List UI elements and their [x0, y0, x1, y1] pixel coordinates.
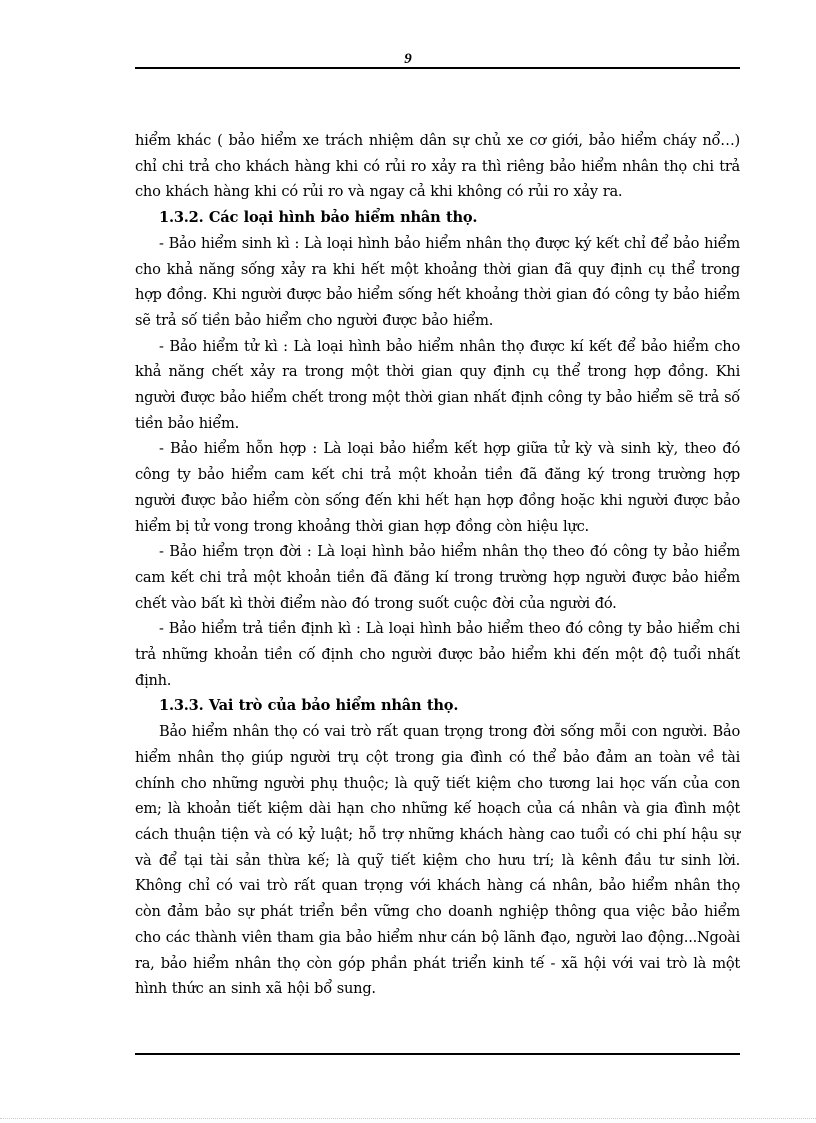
- paragraph-continuation: hiểm khác ( bảo hiểm xe trách nhiệm dân sự chủ xe cơ giới, bảo hiểm cháy nổ…) chỉ chi trả cho khách hàng khi có rủi ro xảy ra thì riêng bảo hiểm nhân thọ chi trả cho khách hàng khi có rủi ro và ngay cả khi không có rủi ro xảy ra.: [135, 132, 740, 201]
- header-rule: [135, 67, 740, 69]
- footer-rule: [135, 1053, 740, 1055]
- paragraph-role-of-life-insurance: Bảo hiểm nhân thọ có vai trò rất quan trọng trong đời sống mỗi con người. Bảo hiểm nhân thọ giúp người trụ cột trong gia đình có thể bảo đảm an toàn về tài chính cho những người phụ thuộc; là quỹ tiết kiệm cho tương lai học vấn của con em; là khoản tiết kiệm dài hạn cho những kế hoạch của cá nhân và gia đình một cách thuận tiện và có kỷ luật; hỗ trợ những khách hàng cao tuổi có chi phí hậu sự và để tại tài sản thừa kế; là quỹ tiết kiệm cho hưu trí; là kênh đầu tư sinh lời. Không chỉ có vai trò rất quan trọng với khách hàng cá nhân, bảo hiểm nhân thọ còn đảm bảo sự phát triển bền vững cho doanh nghiệp thông qua việc bảo hiểm cho các thành viên tham gia bảo hiểm như cán bộ lãnh đạo, người lao động...Ngoài ra, bảo hiểm nhân thọ còn góp phần phát triển kinh tế - xã hội với vai trò là một hình thức an sinh xã hội bổ sung.: [135, 723, 740, 998]
- paragraph-whole-life-insurance: - Bảo hiểm trọn đời : Là loại hình bảo hiểm nhân thọ theo đó công ty bảo hiểm cam kết chi trả một khoản tiền đã đăng kí trong trường hợp người được bảo hiểm chết vào bất kì thời điểm nào đó trong suốt cuộc đời của người đó.: [135, 543, 740, 612]
- paragraph-annuity-insurance: - Bảo hiểm trả tiền định kì : Là loại hình bảo hiểm theo đó công ty bảo hiểm chi trả những khoản tiền cố định cho người được bảo hiểm khi đến một độ tuổi nhất định.: [135, 620, 740, 689]
- paragraph-endowment-insurance: - Bảo hiểm sinh kì : Là loại hình bảo hiểm nhân thọ được ký kết chỉ để bảo hiểm cho khả năng sống xảy ra khi hết một khoảng thời gian đã quy định cụ thể trong hợp đồng. Khi người được bảo hiểm sống hết khoảng thời gian đó công ty bảo hiểm sẽ trả số tiền bảo hiểm cho người được bảo hiểm.: [135, 234, 740, 329]
- page-bottom-dotted-edge: [0, 1118, 816, 1119]
- document-body: [135, 128, 740, 1002]
- section-heading-1-3-3: 1.3.3. Vai trò của bảo hiểm nhân thọ.: [159, 697, 459, 715]
- paragraph-mixed-insurance: - Bảo hiểm hỗn hợp : Là loại bảo hiểm kết hợp giữa tử kỳ và sinh kỳ, theo đó công ty bảo hiểm cam kết chi trả một khoản tiền đã đăng ký trong trường hợp người được bảo hiểm còn sống đến khi hết hạn hợp đồng hoặc khi người được bảo hiểm bị tử vong trong khoảng thời gian hợp đồng còn hiệu lực.: [135, 440, 740, 535]
- page-number: 9: [404, 51, 412, 67]
- section-heading-1-3-2: 1.3.2. Các loại hình bảo hiểm nhân thọ.: [159, 209, 478, 227]
- paragraph-term-insurance: - Bảo hiểm tử kì : Là loại hình bảo hiểm nhân thọ được kí kết để bảo hiểm cho khả năng chết xảy ra trong một thời gian quy định cụ thể trong hợp đồng. Khi người được bảo hiểm chết trong một thời gian nhất định công ty bảo hiểm sẽ trả số tiền bảo hiểm.: [135, 337, 740, 432]
